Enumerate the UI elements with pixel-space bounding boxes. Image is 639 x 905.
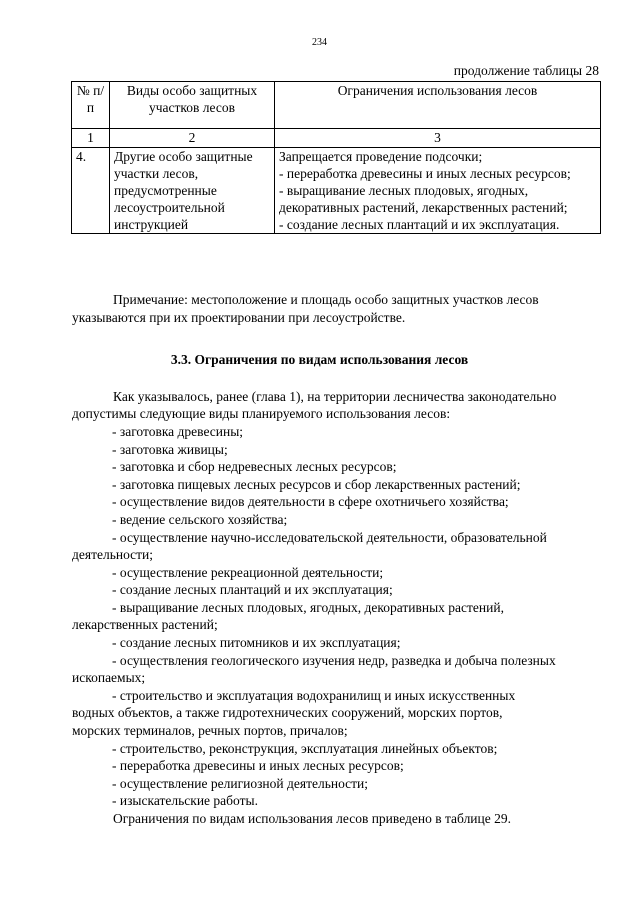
closing-paragraph: Ограничения по видам использования лесов приведено в таблице 29. <box>113 811 511 826</box>
list-item: - осуществление видов деятельности в сфере охотничьего хозяйства; <box>112 494 509 509</box>
list-item: - осуществление научно-исследовательской деятельности, образовательной <box>112 530 547 545</box>
list-item: - осуществления геологического изучения недр, разведка и добыча полезных <box>112 653 556 668</box>
row-number: 4. <box>72 148 110 234</box>
table-row <box>72 148 601 234</box>
row-area-type: Другие особо защитные участки лесов, предусмотренные лесоустроительной инструкцией <box>110 148 275 234</box>
table-header-row <box>72 82 601 129</box>
restriction-item: Запрещается проведение подсочки; <box>279 149 483 164</box>
table-column-numbers-row <box>72 129 601 148</box>
list-item: - заготовка древесины; <box>112 424 244 439</box>
column-number-3: 3 <box>275 129 601 148</box>
list-item: - создание лесных питомников и их эксплуатация; <box>112 635 401 650</box>
list-item: - осуществление рекреационной деятельности; <box>112 565 384 580</box>
list-item: - строительство и эксплуатация водохранилищ и иных искусственных <box>112 688 516 703</box>
list-item: - переработка древесины и иных лесных ресурсов; <box>112 758 404 773</box>
table-continuation-label: продолжение таблицы 28 <box>453 63 599 78</box>
list-item: - строительство, реконструкция, эксплуатация линейных объектов; <box>112 741 498 756</box>
header-area-type: Виды особо защитных участков лесов <box>110 82 275 129</box>
list-item-continuation: лекарственных растений; <box>72 617 218 632</box>
list-item-continuation: морских терминалов, речных портов, причалов; <box>72 723 348 738</box>
intro-line-2: допустимы следующие виды планируемого использования лесов: <box>72 406 451 421</box>
list-item: - создание лесных плантаций и их эксплуатация; <box>112 582 393 597</box>
list-item: - осуществление религиозной деятельности; <box>112 776 369 791</box>
restriction-item: - выращивание лесных плодовых, ягодных, декоративных растений, лекарственных растений; <box>279 183 568 215</box>
column-number-2: 2 <box>110 129 275 148</box>
section-heading: 3.3. Ограничения по видам использования лесов <box>170 352 469 367</box>
row-restrictions <box>275 148 601 234</box>
column-number-1: 1 <box>72 129 110 148</box>
list-item-continuation: ископаемых; <box>72 670 146 685</box>
note-line-2: указываются при их проектировании при лесоустройстве. <box>72 310 406 325</box>
header-restrictions: Ограничения использования лесов <box>275 82 601 129</box>
restriction-item: - переработка древесины и иных лесных ресурсов; <box>279 166 571 181</box>
list-item: - заготовка пищевых лесных ресурсов и сбор лекарственных растений; <box>112 477 521 492</box>
list-item: - заготовка и сбор недревесных лесных ресурсов; <box>112 459 397 474</box>
list-item: - изыскательские работы. <box>112 793 258 808</box>
list-item: - выращивание лесных плодовых, ягодных, декоративных растений, <box>112 600 504 615</box>
note-line-1: Примечание: местоположение и площадь особо защитных участков лесов <box>113 292 539 307</box>
header-number: № п/п <box>72 82 110 129</box>
list-item-continuation: водных объектов, а также гидротехнических сооружений, морских портов, <box>72 705 503 720</box>
restrictions-table <box>71 81 601 234</box>
list-item: - заготовка живицы; <box>112 442 228 457</box>
page-number: 234 <box>312 37 327 48</box>
intro-line-1: Как указывалось, ранее (глава 1), на территории лесничества законодательно <box>113 389 557 404</box>
restriction-item: - создание лесных плантаций и их эксплуатация. <box>279 217 560 232</box>
list-item: - ведение сельского хозяйства; <box>112 512 288 527</box>
list-item-continuation: деятельности; <box>72 547 154 562</box>
